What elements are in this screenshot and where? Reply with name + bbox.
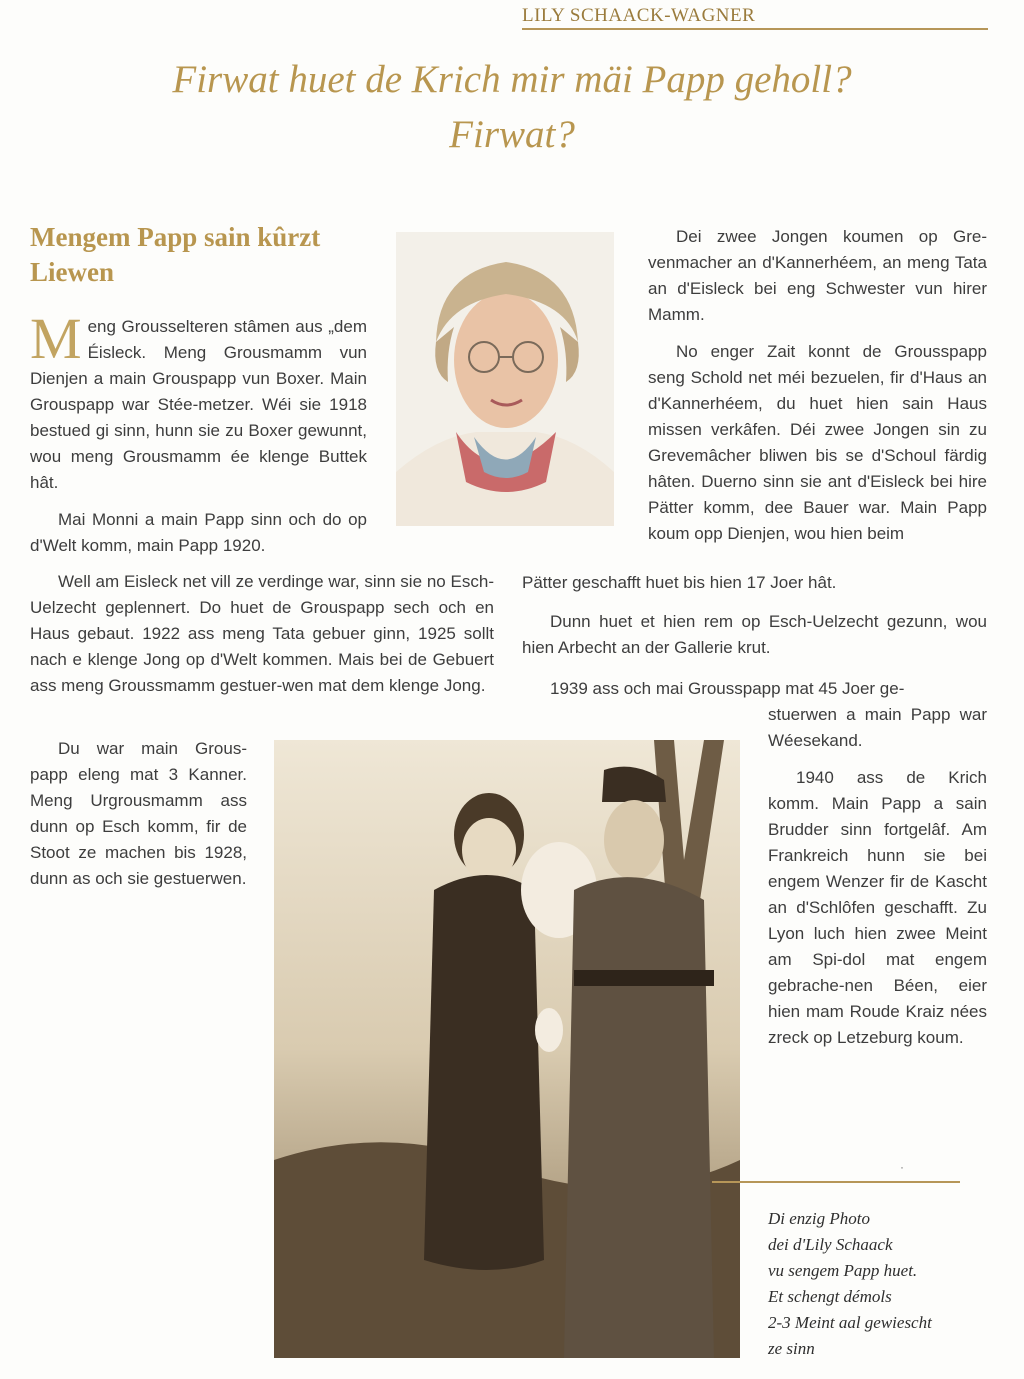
portrait-photo (396, 232, 614, 526)
wide-paragraph (30, 569, 494, 710)
right-paragraph-2-end-text: Pätter geschafft huet bis hien 17 Joer hât. (522, 573, 837, 592)
caption-line-3: vu sengem Papp huet. (768, 1261, 918, 1280)
right-paragraph-5: 1940 ass de Krich komm. Main Papp a sain Brudder sinn fortgelâf. Am Frankreich hunn sie bei engem Wenzer fir de Kascht an d'Schlôfen geschafft. Zu Lyon luch hien zwee Meint am Spi-dol mat engem gebrache-nen Béen, eier hien mam Roude Kraiz nées zreck op Letzeburg koum. (768, 768, 987, 1047)
page-title (100, 52, 924, 162)
paragraph-1 (30, 306, 367, 496)
section-heading-line-1: Mengem Papp sain kûrzt (30, 222, 321, 252)
left-narrow-column (30, 736, 247, 903)
right-paragraph-2-end (522, 570, 987, 607)
left-column (30, 306, 367, 570)
right-paragraph-3 (522, 609, 987, 672)
right-paragraph-4-start: 1939 ass och mai Grousspapp mat 45 Joer ge- (550, 679, 905, 698)
right-paragraph-1: Dei zwee Jongen koumen op Gre-venmacher an d'Kannerhéem, an meng Tata an d'Eisleck bei eng Schwester vun hirer Mamm. (648, 227, 987, 324)
author-name: LILY SCHAACK-WAGNER (522, 4, 988, 30)
right-column (648, 224, 987, 547)
caption-line-4: Et schengt démols (768, 1287, 892, 1306)
title-line-1: Firwat huet de Krich mir mäi Papp geholl? (172, 58, 852, 101)
caption-line-6: ze sinn (768, 1339, 815, 1358)
caption-line-5: 2-3 Meint aal gewiescht (768, 1313, 932, 1332)
caption-ornament: · (900, 1160, 904, 1174)
family-photo-illustration (274, 740, 740, 1358)
right-paragraph-2: No enger Zait konnt de Grousspapp seng Schold net méi bezuelen, fir d'Haus an d'Kannerhéem, du huet hien sain Haus missen verkâfen. Déi zwee Jongen sin zu Grevemâcher bliwen bis se d'Schoul färdig hâten. Duerno sinn sie ant d'Eisleck bei hire Pätter komm, dee Bauer war. Main Papp koum opp Dienjen, wou hien beim (648, 342, 987, 543)
paragraph-3: Well am Eisleck net vill ze verdinge war, sinn sie no Esch-Uelzecht geplennert. Do huet de Grouspapp sech och en Haus gebaut. 1922 ass meng Tata gebuer ginn, 1925 sollt nach e klenge Jong op d'Welt kommen. Mais bei de Gebuert ass meng Groussmamm gestuer-wen mat dem klenge Jong. (30, 572, 494, 695)
right-paragraph-3-text: Dunn huet et hien rem op Esch-Uelzecht gezunn, wou hien Arbecht an der Gallerie krut. (522, 612, 987, 657)
section-heading (30, 220, 390, 290)
paragraph-2: Mai Monni a main Papp sinn och do op d'Welt komm, main Papp 1920. (30, 510, 367, 555)
section-heading-line-2: Liewen (30, 257, 114, 287)
caption-line-2: dei d'Lily Schaack (768, 1235, 893, 1254)
paragraph-4: Du war main Grous-papp eleng mat 3 Kanner. Meng Urgrousmamm ass dunn op Esch komm, fir de Stoot ze machen bis 1928, dunn as och sie gestuerwen. (30, 739, 247, 888)
portrait-illustration (396, 232, 614, 526)
title-line-2: Firwat? (449, 113, 575, 156)
caption-divider (712, 1181, 960, 1183)
right-narrow-column (768, 702, 987, 1062)
photo-caption (768, 1206, 978, 1362)
caption-line-1: Di enzig Photo (768, 1209, 870, 1228)
drop-cap: M (30, 306, 82, 371)
right-paragraph-4-rest: stuerwen a main Papp war Wéesekand. (768, 705, 987, 750)
right-paragraph-4 (522, 676, 987, 702)
paragraph-1-text: eng Grousselteren stâmen aus „dem Éisleck. Meng Grousmamm vun Dienjen a main Grouspapp vun Boxer. Main Grouspapp war Stée-metzer. Wéi sie 1918 bestued gi sinn, hunn sie zu Boxer gewunnt, wou meng Grousmamm ée klenge Buttek hât. (30, 317, 367, 492)
family-photo (274, 740, 740, 1358)
